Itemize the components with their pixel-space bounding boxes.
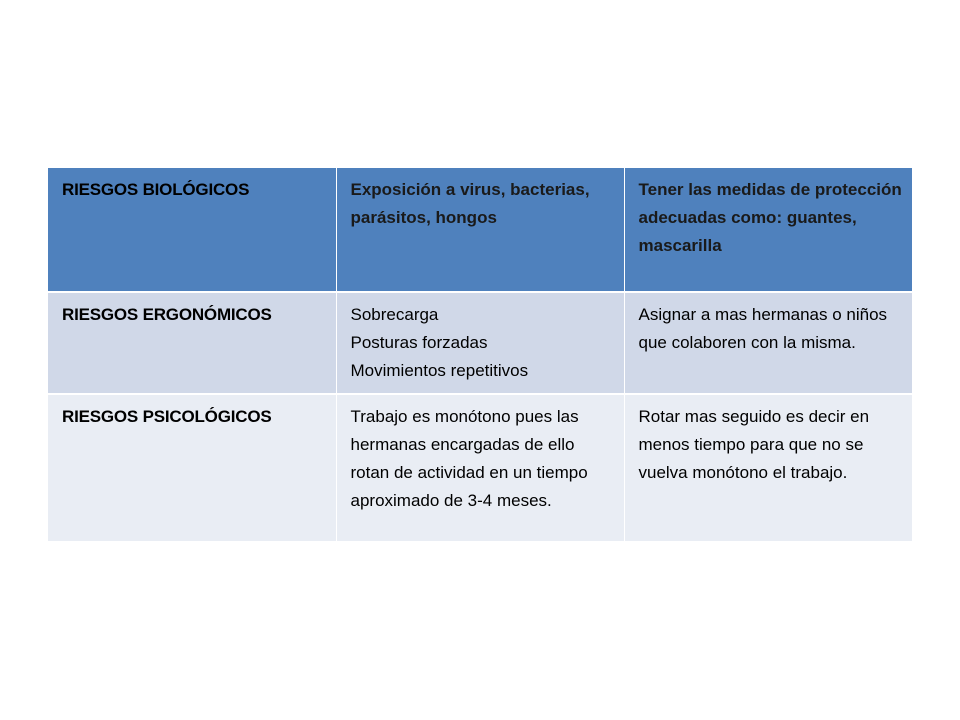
exposure-line: Posturas forzadas [350,333,488,352]
risk-name-cell: RIESGOS ERGONÓMICOS [48,292,336,394]
measure-cell: Rotar mas seguido es decir en menos tiempo para que no se vuelva monótono el trabajo. [624,394,912,542]
measure-cell: Tener las medidas de protección adecuadas como: guantes, mascarilla [624,168,912,292]
exposure-cell: Trabajo es monótono pues las hermanas encargadas de ello rotan de actividad en un tiempo aproximado de 3-4 meses. [336,394,624,542]
exposure-line: Movimientos repetitivos [350,361,529,380]
exposure-line: Sobrecarga [350,305,439,324]
risk-name-cell: RIESGOS BIOLÓGICOS [48,168,336,292]
table-row [48,168,912,292]
exposure-cell: Exposición a virus, bacterias, parásitos, hongos [336,168,624,292]
measure-cell: Asignar a mas hermanas o niños que colaboren con la misma. [624,292,912,394]
risk-table [48,168,912,543]
table-row [48,292,912,394]
exposure-cell [336,292,624,394]
table-row [48,394,912,542]
risk-name-cell: RIESGOS PSICOLÓGICOS [48,394,336,542]
